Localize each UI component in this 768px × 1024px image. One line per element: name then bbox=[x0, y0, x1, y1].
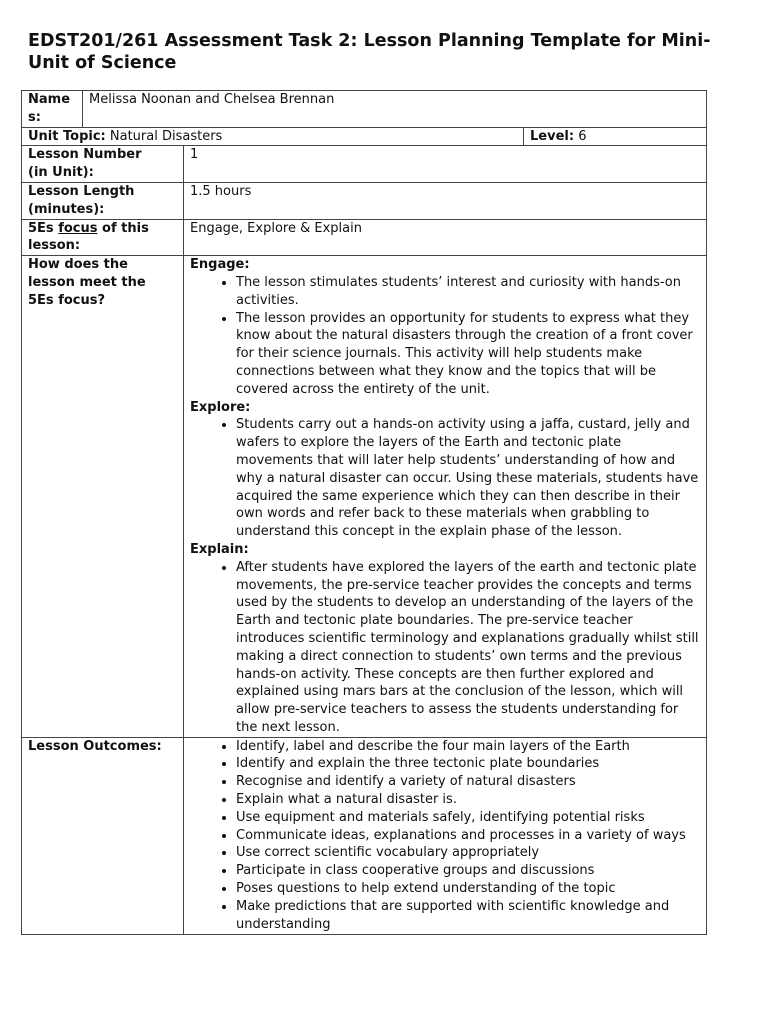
explain-heading: Explain: bbox=[190, 541, 249, 557]
names-value: Melissa Noonan and Chelsea Brennan bbox=[83, 91, 707, 128]
level-cell bbox=[524, 127, 707, 146]
focus-value: Engage, Explore & Explain bbox=[184, 219, 707, 256]
focus-row bbox=[22, 219, 707, 256]
explore-heading: Explore: bbox=[190, 399, 251, 415]
list-item: • Explain what a natural disaster is. bbox=[236, 791, 700, 809]
list-item: • Communicate ideas, explanations and processes in a variety of ways bbox=[236, 827, 700, 845]
list-item: • After students have explored the layers of the earth and tectonic plate movements, the pre-service teacher provides the concepts and terms used by the students to develop an understanding of the layers of the Earth and tectonic plate boundaries. The pre-service teacher introduces scientific terminology and explanations gradually whilst still making a direct connection to students’ own terms and the previous hands-on activity. These concepts are then further explored and explained using mars bars at the conclusion of the lesson, which will allow pre-service teachers to assess the students understanding for the next lesson. bbox=[236, 559, 700, 737]
meet-focus-content bbox=[184, 256, 707, 738]
lesson-length-value: 1.5 hours bbox=[184, 182, 707, 219]
title-line-2: Unit of Science bbox=[28, 53, 177, 73]
names-row bbox=[22, 91, 707, 128]
outcomes-label: Lesson Outcomes: bbox=[22, 737, 184, 935]
list-item: • The lesson stimulates students’ interest and curiosity with hands-on activities. bbox=[236, 274, 700, 310]
document-title bbox=[28, 30, 748, 74]
lesson-length-label: Lesson Length (minutes): bbox=[22, 182, 184, 219]
engage-heading: Engage: bbox=[190, 257, 250, 273]
level-value: 6 bbox=[578, 128, 587, 144]
lesson-length-row bbox=[22, 182, 707, 219]
unit-topic-value: Natural Disasters bbox=[109, 128, 223, 144]
list-item: • Students carry out a hands-on activity using a jaffa, custard, jelly and wafers to explore the layers of the Earth and tectonic plate movements that will later help students’ understanding of how and why a natural disaster can occur. Using these materials, students have acquired the same experience which they can then describe in their own words and refer back to these materials when grabbling to understand this concept in the explain phase of the lesson. bbox=[236, 416, 700, 541]
lesson-number-row bbox=[22, 146, 707, 183]
list-item: • Identify, label and describe the four main layers of the Earth bbox=[236, 738, 700, 756]
list-item: • Use equipment and materials safely, identifying potential risks bbox=[236, 809, 700, 827]
list-item: • The lesson provides an opportunity for students to express what they know about the natural disasters through the creation of a front cover for their science journals. This activity will help students make connections between what they know and the topics that will be covered across the entirety of the unit. bbox=[236, 310, 700, 399]
unit-topic-label: Unit Topic: bbox=[28, 128, 106, 144]
lesson-plan-table bbox=[21, 90, 707, 935]
unit-topic-row bbox=[22, 127, 707, 146]
lesson-number-value: 1 bbox=[184, 146, 707, 183]
unit-topic-cell bbox=[22, 127, 524, 146]
outcomes-content bbox=[184, 737, 707, 935]
outcomes-row bbox=[22, 737, 707, 935]
names-label: Name s: bbox=[22, 91, 83, 128]
lesson-number-label: Lesson Number (in Unit): bbox=[22, 146, 184, 183]
title-line-1: EDST201/261 Assessment Task 2: Lesson Planning Template for Mini- bbox=[28, 31, 711, 51]
list-item: • Participate in class cooperative groups and discussions bbox=[236, 862, 700, 880]
outcomes-list bbox=[190, 738, 700, 934]
list-item: • Use correct scientific vocabulary appropriately bbox=[236, 844, 700, 862]
list-item: • Poses questions to help extend understanding of the topic bbox=[236, 880, 700, 898]
engage-list bbox=[190, 274, 700, 399]
meet-focus-label: How does the lesson meet the 5Es focus? bbox=[22, 256, 184, 738]
list-item: • Recognise and identify a variety of natural disasters bbox=[236, 773, 700, 791]
list-item: • Make predictions that are supported with scientific knowledge and understanding bbox=[236, 898, 700, 934]
explore-list bbox=[190, 416, 700, 541]
meet-focus-row bbox=[22, 256, 707, 738]
focus-label: 5Es focus of this lesson: bbox=[22, 219, 184, 256]
list-item: • Identify and explain the three tectonic plate boundaries bbox=[236, 755, 700, 773]
explain-list bbox=[190, 559, 700, 737]
level-label: Level: bbox=[530, 128, 575, 144]
